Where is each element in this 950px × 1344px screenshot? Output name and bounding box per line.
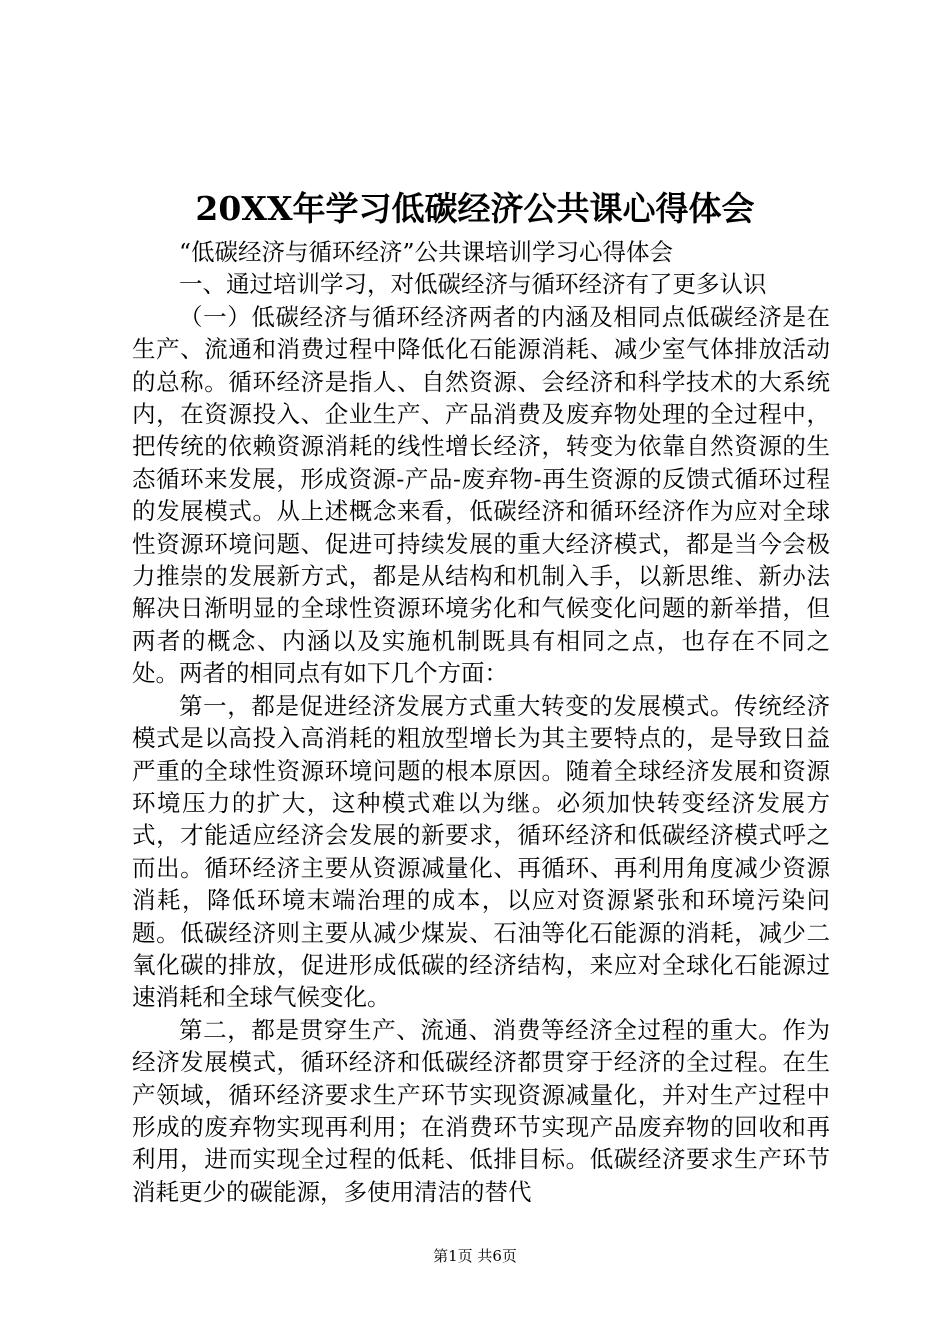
document-title: 20XX年学习低碳经济公共课心得体会 xyxy=(195,189,755,228)
body-paragraph: 第二，都是贯穿生产、流通、消费等经济全过程的重大。作为经济发展模式，循环经济和低碳经济都贯穿于经济的全过程。在生产领域，循环经济要求生产环节实现资源减量化，并对生产过程中形成的废弃物实现再利用；在消费环节实现产品废弃物的回收和再利用，进而实现全过程的低耗、低排目标。低碳经济要求生产环节消耗更少的碳能源，多使用清洁的替代 xyxy=(132,1015,830,1206)
section-heading: 一、通过培训学习，对低碳经济与循环经济有了更多认识 xyxy=(179,270,767,299)
document-body xyxy=(132,236,830,1208)
page-footer: 第1页 共6页 xyxy=(433,1247,517,1265)
subtitle-paragraph: “低碳经济与循环经济”公共课培训学习心得体会 xyxy=(179,238,674,266)
body-paragraph: 第一，都是促进经济发展方式重大转变的发展模式。传统经济模式是以高投入高消耗的粗放型增长为其主要特点的，是导致日益严重的全球性资源环境问题的根本原因。随着全球经济发展和资源环境压力的扩大，这种模式难以为继。必须加快转变经济发展方式，才能适应经济会发展的新要求，循环经济和低碳经济模式呼之而出。循环经济主要从资源减量化、再循环、再利用角度减少资源消耗，降低环境末端治理的成本，以应对资源紧张和环境污染问题。低碳经济则主要从减少煤炭、石油等化石能源的消耗，减少二氧化碳的排放，促进形成低碳的经济结构，来应对全球化石能源过速消耗和全球气候变化。 xyxy=(132,691,830,1012)
body-paragraph: （一）低碳经济与循环经济两者的内涵及相同点低碳经济是在生产、流通和消费过程中降低化石能源消耗、减少室气体排放活动的总称。循环经济是指人、自然资源、会经济和科学技术的大系统内，在资源投入、企业生产、产品消费及废弃物处理的全过程中，把传统的依赖资源消耗的线性增长经济，转变为依靠自然资源的生态循环来发展，形成资源-产品-废弃物-再生资源的反馈式循环过程的发展模式。从上述概念来看，低碳经济和循环经济作为应对全球性资源环境问题、促进可持续发展的重大经济模式，都是当今会极力推崇的发展新方式，都是从结构和机制入手，以新思维、新办法解决日渐明显的全球性资源环境劣化和气候变化问题的新举措，但两者的概念、内涵以及实施机制既具有相同之点，也存在不同之处。两者的相同点有如下几个方面： xyxy=(132,302,830,688)
